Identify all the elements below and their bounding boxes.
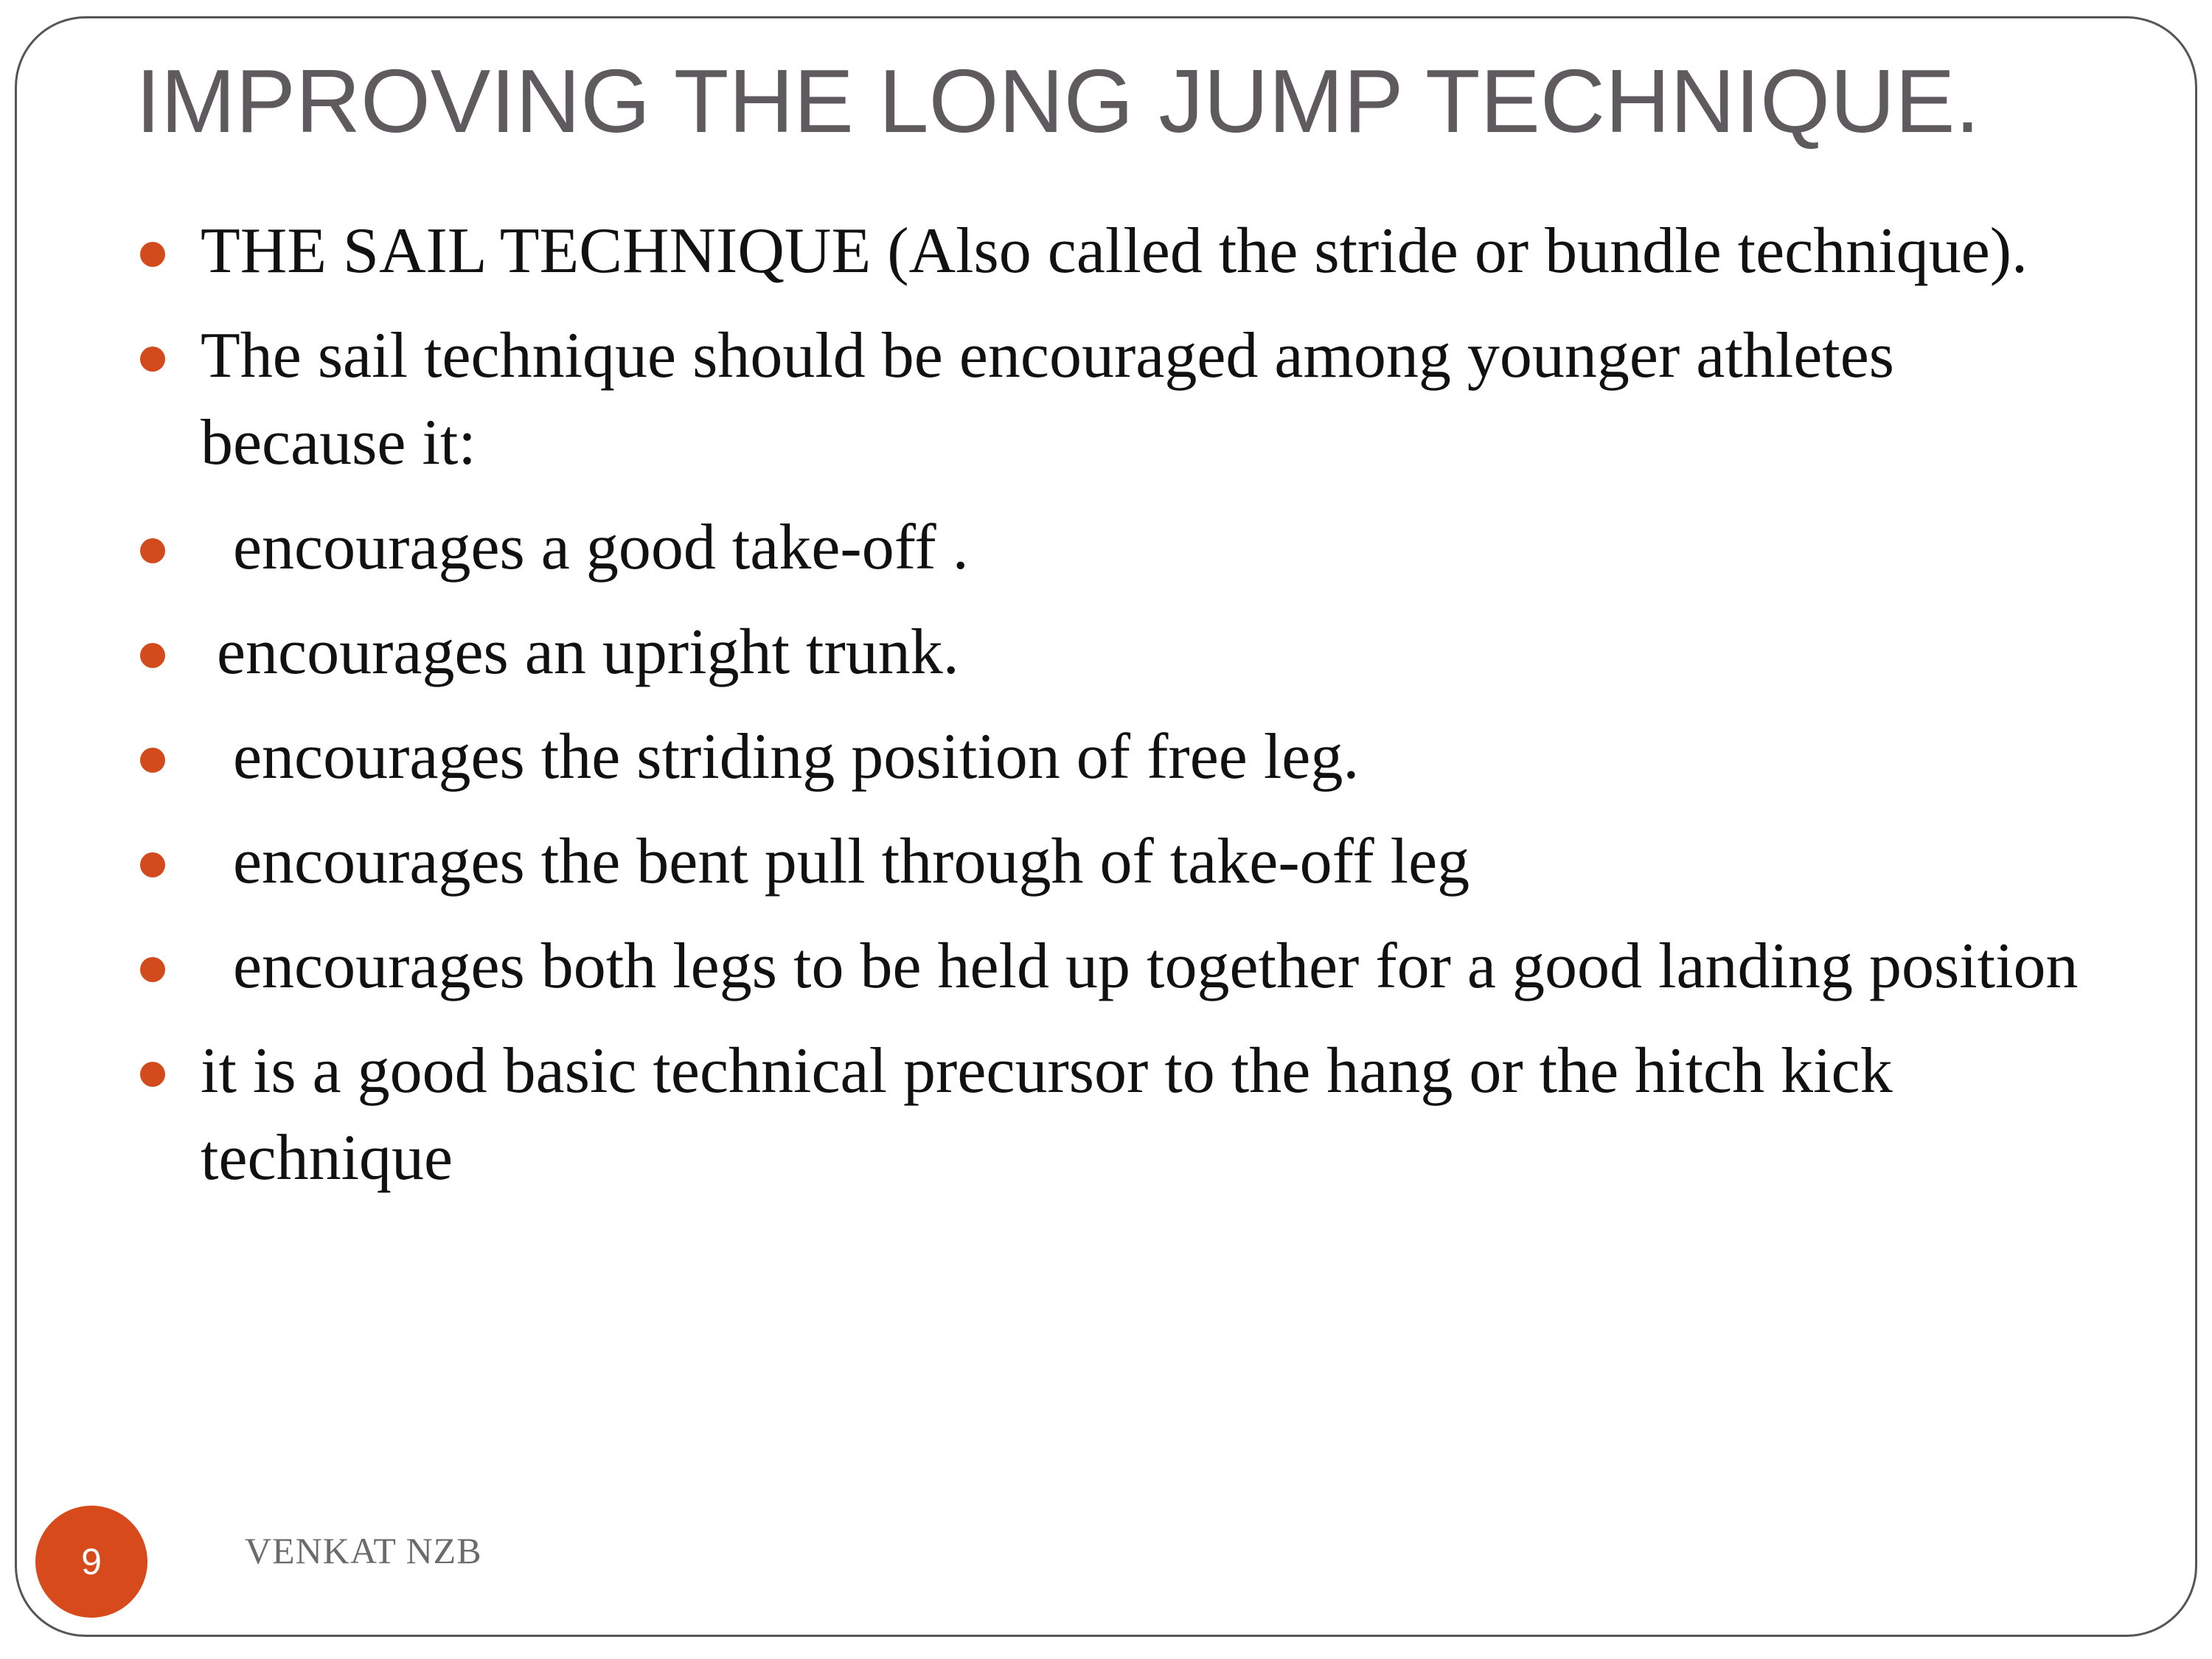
bullet-dot-icon xyxy=(140,957,165,982)
footer-author: VENKAT NZB xyxy=(245,1530,482,1571)
bullet-text: encourages a good take-off . xyxy=(201,512,969,583)
bullet-item xyxy=(133,1028,2109,1202)
bullet-dot-icon xyxy=(140,538,165,563)
bullet-item xyxy=(133,609,2109,696)
bullet-dot-icon xyxy=(140,242,165,267)
bullet-dot-icon xyxy=(140,1062,165,1087)
bullet-item xyxy=(133,504,2109,591)
bullet-item xyxy=(133,208,2109,295)
page-number-badge: 9 xyxy=(35,1506,147,1618)
bullet-text: it is a good basic technical precursor to the hang or the hitch kick technique xyxy=(201,1035,1909,1194)
bullet-item xyxy=(133,714,2109,801)
bullet-list xyxy=(133,208,2109,1220)
bullet-text: encourages the bent pull through of take-off leg xyxy=(201,826,1470,897)
bullet-text: encourages the striding position of free leg. xyxy=(201,721,1360,793)
bullet-dot-icon xyxy=(140,643,165,668)
bullet-dot-icon xyxy=(140,347,165,372)
bullet-dot-icon xyxy=(140,852,165,877)
bullet-dot-icon xyxy=(140,748,165,773)
bullet-text: encourages both legs to be held up together for a good landing position xyxy=(201,931,2079,1002)
bullet-item xyxy=(133,313,2109,487)
bullet-text: THE SAIL TECHNIQUE (Also called the stride or bundle technique). xyxy=(201,215,2028,287)
bullet-text: encourages an upright trunk. xyxy=(201,616,959,688)
slide-title: IMPROVING THE LONG JUMP TECHNIQUE. xyxy=(136,51,1980,151)
bullet-item xyxy=(133,923,2109,1010)
bullet-item xyxy=(133,818,2109,905)
bullet-text: The sail technique should be encouraged among younger athletes because it: xyxy=(201,320,1911,479)
